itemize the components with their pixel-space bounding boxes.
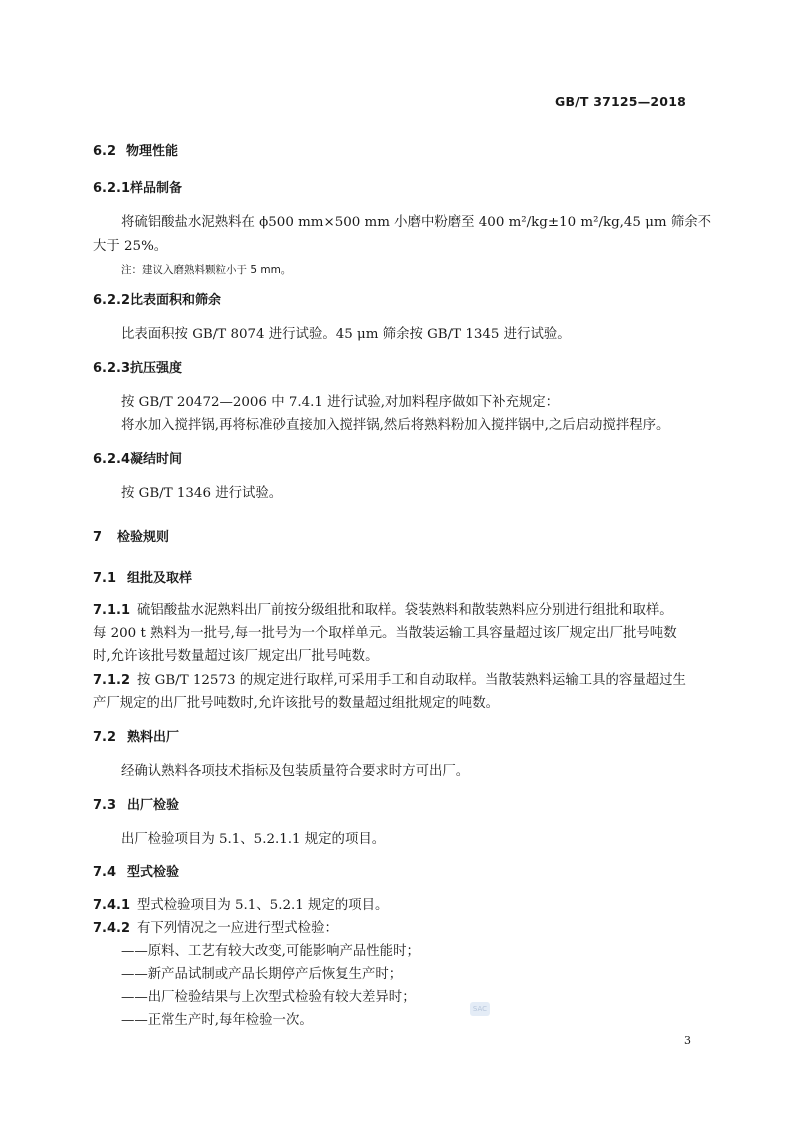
section-heading-6-2-3 — [93, 361, 182, 377]
section-number: 6.2.2 — [93, 293, 131, 308]
clause-7-4-2 — [93, 921, 338, 937]
paragraph-line: 时,允许该批号数量超过该厂规定出厂批号吨数。 — [93, 649, 379, 664]
section-heading-7 — [93, 530, 169, 546]
section-title: 熟料出厂 — [127, 730, 180, 745]
section-number: 7.1 — [93, 571, 117, 586]
section-number: 7.2 — [93, 730, 117, 745]
section-title: 抗压强度 — [130, 361, 183, 376]
paragraph-line: 产厂规定的出厂批号吨数时,允许该批号的数量超过组批规定的吨数。 — [93, 696, 499, 711]
section-heading-6-2 — [93, 144, 178, 160]
clause-text: 硫铝酸盐水泥熟料出厂前按分级组批和取样。袋装熟料和散装熟料应分别进行组批和取样。 — [137, 603, 673, 618]
clause-text: 有下列情况之一应进行型式检验： — [137, 921, 338, 936]
list-item: ——出厂检验结果与上次型式检验有较大差异时； — [121, 990, 416, 1005]
paragraph-line: 将硫铝酸盐水泥熟料在 ϕ500 mm×500 mm 小磨中粉磨至 400 m²/kg±10 m²/kg,45 μm 筛余不 — [121, 215, 712, 230]
clause-7-1-1 — [93, 603, 673, 619]
clause-7-4-1 — [93, 898, 388, 914]
watermark-logo: SAC — [470, 1002, 490, 1016]
paragraph-line: 经确认熟料各项技术指标及包装质量符合要求时方可出厂。 — [121, 764, 470, 779]
list-item: ——原料、工艺有较大改变,可能影响产品性能时； — [121, 944, 420, 959]
standard-number: GB/T 37125—2018 — [554, 94, 686, 109]
clause-text: 型式检验项目为 5.1、5.2.1 规定的项目。 — [137, 898, 389, 913]
section-title: 组批及取样 — [127, 571, 193, 586]
list-item: ——正常生产时,每年检验一次。 — [121, 1013, 313, 1028]
clause-number: 7.1.1 — [93, 603, 131, 618]
section-number: 6.2.4 — [93, 452, 131, 467]
paragraph-line: 按 GB/T 1346 进行试验。 — [121, 486, 283, 501]
clause-number: 7.1.2 — [93, 673, 131, 688]
section-number: 6.2.3 — [93, 361, 131, 376]
section-title: 凝结时间 — [130, 452, 183, 467]
section-heading-7-2 — [93, 730, 179, 746]
page-number: 3 — [684, 1034, 691, 1047]
section-number: 7.3 — [93, 798, 117, 813]
clause-7-1-2 — [93, 673, 686, 689]
paragraph-line: 按 GB/T 20472—2006 中 7.4.1 进行试验,对加料程序做如下补充规定： — [121, 395, 560, 410]
section-title: 物理性能 — [126, 144, 179, 159]
paragraph-line: 将水加入搅拌锅,再将标准砂直接加入搅拌锅,然后将熟料粉加入搅拌锅中,之后启动搅拌程序。 — [121, 418, 670, 433]
section-title: 型式检验 — [127, 865, 180, 880]
section-title: 样品制备 — [130, 181, 183, 196]
section-number: 7 — [93, 530, 103, 545]
section-number: 6.2.1 — [93, 181, 131, 196]
paragraph-line: 每 200 t 熟料为一批号,每一批号为一个取样单元。当散装运输工具容量超过该厂规定出厂批号吨数 — [93, 626, 677, 641]
section-heading-7-3 — [93, 798, 179, 814]
paragraph-line: 出厂检验项目为 5.1、5.2.1.1 规定的项目。 — [121, 832, 386, 847]
clause-number: 7.4.1 — [93, 898, 131, 913]
section-title: 检验规则 — [117, 530, 170, 545]
section-heading-6-2-1 — [93, 181, 182, 197]
clause-number: 7.4.2 — [93, 921, 131, 936]
section-heading-7-4 — [93, 865, 179, 881]
section-number: 6.2 — [93, 144, 117, 159]
section-heading-6-2-2 — [93, 293, 221, 309]
section-heading-6-2-4 — [93, 452, 182, 468]
section-title: 出厂检验 — [127, 798, 180, 813]
note: 注：建议入磨熟料颗粒小于 5 mm。 — [121, 264, 292, 276]
clause-text: 按 GB/T 12573 的规定进行取样,可采用手工和自动取样。当散装熟料运输工具的容量超过生 — [137, 673, 686, 688]
section-title: 比表面积和筛余 — [130, 293, 222, 308]
section-number: 7.4 — [93, 865, 117, 880]
paragraph-line: 大于 25%。 — [93, 239, 168, 254]
list-item: ——新产品试制或产品长期停产后恢复生产时； — [121, 967, 403, 982]
section-heading-7-1 — [93, 571, 192, 587]
paragraph-line: 比表面积按 GB/T 8074 进行试验。45 μm 筛余按 GB/T 1345 进行试验。 — [121, 327, 571, 342]
